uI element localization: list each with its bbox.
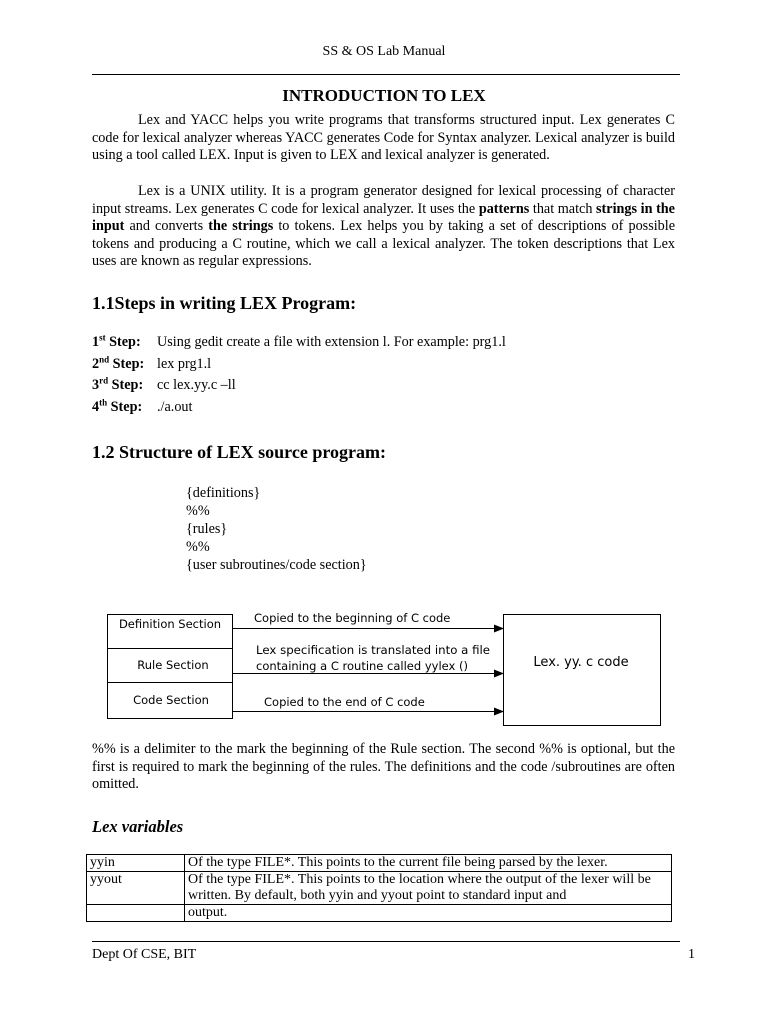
keyword-patterns: patterns	[478, 200, 530, 217]
step-text: cc lex.yy.c –ll	[157, 377, 236, 393]
steps-heading: 1.1Steps in writing LEX Program:	[92, 293, 357, 313]
intro-p2-text: to tokens. Lex helps you by taking a set of descriptions of possible tokens and producing a C routine, which we call a lexical analyzer. The token descriptions that Lex uses are known as regular expressions.	[92, 218, 675, 270]
step-suffix: nd	[99, 354, 110, 365]
table-row	[87, 855, 672, 872]
step-number: 4	[92, 399, 100, 415]
step-suffix: th	[99, 397, 108, 408]
step-suffix: st	[99, 332, 106, 343]
step-suffix: rd	[99, 375, 109, 386]
variables-heading: Lex variables	[92, 817, 184, 836]
keyword-strings-input: strings in the input	[92, 200, 675, 235]
step-word: Step:	[109, 334, 141, 350]
output-label: Lex. yy. c code	[533, 655, 629, 670]
intro-p1-text: Lex and YACC helps you write programs that transforms structured input. Lex generates C code for lexical analyzer whereas YACC generates Code for Syntax analyzer. Lexical analyzer is build using a tool called LEX. Input is given to LEX and lexical analyzer is generated.	[92, 112, 675, 164]
intro-p2-text: Lex is a UNIX utility. It is a program generator designed for lexical processing of character input streams. Lex generates C code for lexical analyzer. It uses the	[92, 183, 675, 217]
definition-section-label: Definition Section	[118, 617, 222, 631]
structure-heading: 1.2 Structure of LEX source program:	[92, 442, 386, 462]
arrow1-label: Copied to the beginning of C code	[254, 611, 451, 625]
delimiter-note: %% is a delimiter to the mark the beginning of the Rule section. The second %% is optional, but the first is required to mark the beginning of the rules. The definitions and the code /subroutines are often omitted.	[92, 741, 675, 793]
step-number: 1	[92, 334, 100, 350]
variable-description: output.	[185, 905, 672, 922]
code-section-label: Code Section	[133, 693, 209, 707]
step-word: Step:	[111, 377, 144, 393]
arrow2-label-line2: containing a C routine called yylex ()	[256, 659, 468, 673]
step-word: Step:	[110, 399, 143, 415]
step-word: Step:	[112, 356, 145, 372]
step-text: ./a.out	[157, 399, 193, 415]
table-row	[87, 905, 672, 922]
code-line: {rules}	[186, 521, 228, 537]
code-line: %%	[186, 539, 210, 555]
page-number: 1	[688, 947, 695, 962]
running-header: SS & OS Lab Manual	[322, 44, 446, 59]
code-line: %%	[186, 503, 210, 519]
rule-section-label: Rule Section	[137, 658, 209, 672]
step-number: 2	[92, 356, 100, 372]
intro-p2-text: that match	[529, 200, 597, 217]
footer-rule	[92, 941, 680, 942]
page-title: INTRODUCTION TO LEX	[282, 86, 486, 105]
keyword-the-strings: the strings	[208, 218, 274, 235]
variable-description: Of the type FILE*. This points to the location where the output of the lexer will be written. By default, both yyin and yyout point to standard input and	[185, 872, 672, 905]
arrow2-label-line1: Lex specification is translated into a file	[256, 643, 490, 657]
variable-name: yyin	[87, 855, 185, 872]
variable-name	[87, 905, 185, 922]
code-line: {definitions}	[186, 485, 261, 501]
step-text: Using gedit create a file with extension l. For example: prg1.l	[157, 334, 506, 350]
variable-name: yyout	[87, 872, 185, 905]
variable-description: Of the type FILE*. This points to the current file being parsed by the lexer.	[185, 855, 672, 872]
step-number: 3	[92, 377, 100, 393]
code-line: {user subroutines/code section}	[186, 557, 367, 573]
output-box	[504, 615, 661, 726]
lex-variables-table	[86, 854, 672, 922]
intro-p2-text: and converts	[124, 218, 209, 235]
step-text: lex prg1.l	[157, 356, 212, 372]
table-row	[87, 872, 672, 905]
footer-department: Dept Of CSE, BIT	[92, 947, 197, 962]
arrow3-label: Copied to the end of C code	[264, 695, 425, 709]
